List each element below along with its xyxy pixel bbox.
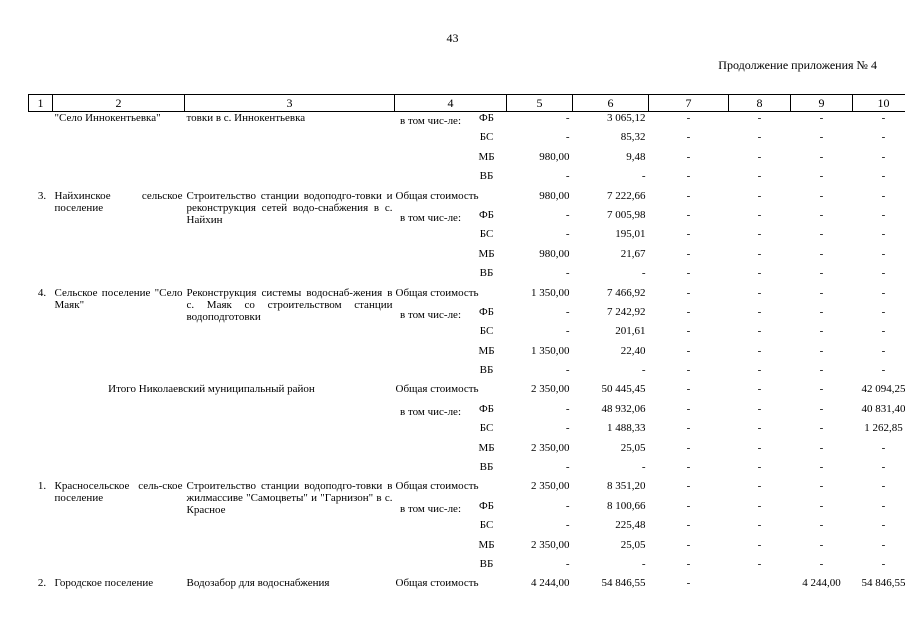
value-cell: - (757, 189, 762, 202)
value-cell: - (641, 170, 646, 183)
value-cell: - (881, 131, 886, 144)
value-cell: - (757, 422, 762, 435)
value-cell: - (757, 402, 762, 415)
value-cell: - (819, 305, 824, 318)
value-cell: - (565, 519, 570, 532)
appendix-continuation-label: Продолжение приложения № 4 (718, 58, 877, 72)
page-number: 43 (446, 31, 459, 45)
value-cell: - (881, 538, 886, 551)
value-cell: - (881, 228, 886, 241)
row-number: 1. (37, 480, 47, 493)
header-cell: 5 (507, 95, 573, 112)
value-cell: - (819, 325, 824, 338)
funding-source-label: ВБ (479, 170, 494, 183)
value-cell: - (757, 170, 762, 183)
value-cell: 54 846,55 (861, 577, 905, 590)
value-cell: - (565, 325, 570, 338)
funding-source-label: ВБ (479, 267, 494, 280)
value-cell: - (819, 286, 824, 299)
row-number: 2. (37, 577, 47, 590)
value-cell: - (819, 189, 824, 202)
value-cell: - (686, 131, 691, 144)
funding-source-label: МБ (478, 538, 495, 551)
value-cell: - (686, 228, 691, 241)
value-cell: - (565, 267, 570, 280)
value-cell: - (686, 150, 691, 163)
value-cell: - (686, 189, 691, 202)
value-cell: - (641, 364, 646, 377)
value-cell: 1 488,33 (607, 422, 646, 435)
funding-source-label: БС (479, 422, 494, 435)
value-cell: 25,05 (620, 538, 646, 551)
funding-source-label: ВБ (479, 557, 494, 570)
value-cell: 22,40 (620, 344, 646, 357)
value-cell: - (686, 480, 691, 493)
value-cell: - (881, 208, 886, 221)
value-cell: 85,32 (620, 131, 646, 144)
value-cell: - (757, 344, 762, 357)
value-cell: - (819, 112, 824, 124)
value-cell: - (686, 208, 691, 221)
value-cell: - (686, 422, 691, 435)
total-cost-label: Общая стоимость (395, 383, 479, 396)
header-cell: 1 (29, 95, 53, 112)
project-description: товки в с. Иннокентьевка (186, 112, 306, 124)
value-cell: - (686, 383, 691, 396)
header-row (29, 95, 905, 112)
value-cell: - (819, 170, 824, 183)
value-cell: - (819, 131, 824, 144)
value-cell: - (686, 112, 691, 124)
value-cell: - (819, 461, 824, 474)
value-cell: 1 262,85 (864, 422, 903, 435)
value-cell: - (686, 577, 691, 590)
value-cell: - (565, 112, 570, 124)
value-cell: 1 350,00 (531, 286, 570, 299)
value-cell: - (686, 441, 691, 454)
table-row (29, 383, 905, 402)
value-cell: - (757, 383, 762, 396)
funding-source-label: МБ (478, 150, 495, 163)
value-cell: - (757, 519, 762, 532)
funding-source-label: ВБ (479, 364, 494, 377)
funding-source-label: ФБ (478, 112, 494, 124)
value-cell: - (565, 557, 570, 570)
header-cell: 2 (53, 95, 185, 112)
value-cell: - (686, 247, 691, 260)
value-cell: 54 846,55 (601, 577, 646, 590)
funding-source-label: ФБ (478, 305, 494, 318)
value-cell: 2 350,00 (531, 480, 570, 493)
value-cell: - (565, 131, 570, 144)
funding-source-label: БС (479, 325, 494, 338)
value-cell: - (686, 364, 691, 377)
value-cell: - (819, 344, 824, 357)
project-description: Строительство станции водоподго-товки в жилмассиве "Самоцветы" и "Гарнизон" в с. Красное (186, 480, 393, 517)
value-cell: - (881, 150, 886, 163)
value-cell: - (757, 247, 762, 260)
value-cell: - (757, 228, 762, 241)
value-cell: - (881, 557, 886, 570)
value-cell: - (757, 364, 762, 377)
value-cell: - (757, 305, 762, 318)
value-cell: 21,67 (620, 247, 646, 260)
including-label: в том чис-ле: (400, 308, 461, 321)
total-cost-label: Общая стоимость (395, 189, 479, 202)
value-cell: - (819, 208, 824, 221)
municipality-name: Сельское поселение "Село Маяк" (54, 286, 183, 311)
value-cell: 1 350,00 (531, 344, 570, 357)
value-cell: - (757, 150, 762, 163)
row-number: 4. (37, 286, 47, 299)
header-cell: 3 (185, 95, 395, 112)
total-cost-label: Общая стоимость (395, 286, 479, 299)
value-cell: 8 100,66 (607, 499, 646, 512)
table-row (29, 577, 905, 596)
value-cell: 8 351,20 (607, 480, 646, 493)
value-cell: - (819, 267, 824, 280)
value-cell: 7 005,98 (607, 208, 646, 221)
value-cell: - (757, 267, 762, 280)
value-cell: - (565, 402, 570, 415)
funding-source-label: ФБ (478, 499, 494, 512)
value-cell: - (881, 170, 886, 183)
value-cell: - (881, 499, 886, 512)
header-cell: 4 (395, 95, 507, 112)
header-cell: 8 (729, 95, 791, 112)
value-cell: 4 244,00 (531, 577, 570, 590)
value-cell: - (757, 131, 762, 144)
value-cell: - (565, 461, 570, 474)
value-cell: - (565, 422, 570, 435)
value-cell: - (757, 499, 762, 512)
value-cell: - (881, 112, 886, 124)
value-cell: - (565, 170, 570, 183)
value-cell: - (881, 441, 886, 454)
value-cell: - (686, 286, 691, 299)
value-cell: 25,05 (620, 441, 646, 454)
project-description: Строительство станции водоподго-товки и реконструкция сетей водо-снабжения в с. Найхин (186, 189, 393, 226)
value-cell: - (881, 344, 886, 357)
value-cell: - (641, 461, 646, 474)
value-cell: 2 350,00 (531, 383, 570, 396)
value-cell: 7 222,66 (607, 189, 646, 202)
row-number: 3. (37, 189, 47, 202)
value-cell: - (686, 557, 691, 570)
value-cell: - (757, 538, 762, 551)
value-cell: - (881, 305, 886, 318)
value-cell: - (757, 441, 762, 454)
district-total-label: Итого Николаевский муниципальный район (108, 383, 315, 396)
value-cell: - (881, 267, 886, 280)
value-cell: 40 831,40 (861, 402, 905, 415)
value-cell: 7 466,92 (607, 286, 646, 299)
value-cell: - (819, 441, 824, 454)
value-cell: - (757, 208, 762, 221)
table-row (29, 287, 905, 306)
value-cell: - (819, 150, 824, 163)
value-cell: - (819, 480, 824, 493)
municipality-name: Городское поселение (54, 577, 154, 590)
value-cell: - (565, 499, 570, 512)
value-cell: - (819, 228, 824, 241)
value-cell: - (686, 519, 691, 532)
value-cell: - (641, 267, 646, 280)
funding-source-label: БС (479, 519, 494, 532)
budget-table (28, 94, 905, 597)
project-description: Реконструкция системы водоснаб-жения в с. Маяк со строительством станции водоподготовки (186, 286, 393, 323)
value-cell: - (819, 557, 824, 570)
value-cell: - (686, 344, 691, 357)
value-cell: - (757, 480, 762, 493)
value-cell: - (686, 267, 691, 280)
value-cell: - (819, 519, 824, 532)
funding-source-label: МБ (478, 344, 495, 357)
value-cell: - (686, 305, 691, 318)
value-cell: - (565, 305, 570, 318)
value-cell: 3 065,12 (607, 112, 646, 124)
value-cell: - (881, 325, 886, 338)
header-cell: 6 (573, 95, 649, 112)
value-cell: - (686, 402, 691, 415)
value-cell: - (819, 538, 824, 551)
value-cell: 225,48 (615, 519, 646, 532)
header-cell: 7 (649, 95, 729, 112)
value-cell: 195,01 (615, 228, 646, 241)
row-number (29, 112, 53, 190)
value-cell: - (819, 422, 824, 435)
funding-source-label: ФБ (478, 402, 494, 415)
value-cell: - (686, 499, 691, 512)
municipality-name: Красносельское сель-ское поселение (54, 480, 183, 505)
value-cell: 48 932,06 (601, 402, 646, 415)
project-description: Водозабор для водоснабжения (186, 577, 330, 590)
value-cell: - (881, 461, 886, 474)
value-cell: 980,00 (539, 189, 570, 202)
funding-source-label: МБ (478, 247, 495, 260)
including-label: в том чис-ле: (400, 211, 461, 224)
value-cell: - (686, 170, 691, 183)
value-cell: - (686, 538, 691, 551)
table-row (29, 480, 905, 499)
value-cell: 9,48 (626, 150, 646, 163)
value-cell: - (757, 286, 762, 299)
value-cell: - (757, 112, 762, 124)
value-cell: 50 445,45 (601, 383, 646, 396)
funding-source-label: БС (479, 131, 494, 144)
table-row (29, 190, 905, 209)
funding-source-label: ВБ (479, 461, 494, 474)
funding-source-label: БС (479, 228, 494, 241)
table-row (29, 112, 905, 132)
value-cell (729, 577, 791, 596)
value-cell: - (565, 228, 570, 241)
value-cell: - (819, 247, 824, 260)
value-cell: - (819, 402, 824, 415)
value-cell: - (881, 480, 886, 493)
total-cost-label: Общая стоимость (395, 480, 479, 493)
total-cost-label: Общая стоимость (395, 577, 479, 590)
value-cell: 980,00 (539, 247, 570, 260)
value-cell: - (686, 461, 691, 474)
value-cell: - (757, 461, 762, 474)
value-cell: - (819, 364, 824, 377)
funding-source-label: ФБ (478, 208, 494, 221)
value-cell: 2 350,00 (531, 538, 570, 551)
value-cell: - (881, 286, 886, 299)
including-label: в том чис-ле: (400, 502, 461, 515)
value-cell: - (757, 557, 762, 570)
value-cell: - (881, 247, 886, 260)
value-cell: - (819, 383, 824, 396)
value-cell: 7 242,92 (607, 305, 646, 318)
including-label: в том чис-ле: (400, 405, 461, 418)
municipality-name: "Село Иннокентьевка" (54, 112, 161, 124)
value-cell: - (565, 364, 570, 377)
value-cell: - (881, 189, 886, 202)
value-cell: 201,61 (615, 325, 646, 338)
including-label: в том чис-ле: (400, 115, 461, 127)
value-cell: - (881, 364, 886, 377)
value-cell: 980,00 (539, 150, 570, 163)
value-cell: 2 350,00 (531, 441, 570, 454)
value-cell: - (819, 499, 824, 512)
funding-source-label: МБ (478, 441, 495, 454)
header-cell: 9 (791, 95, 853, 112)
value-cell: 42 094,25 (861, 383, 905, 396)
value-cell: - (881, 519, 886, 532)
value-cell: - (757, 325, 762, 338)
value-cell: - (641, 557, 646, 570)
header-cell: 10 (853, 95, 905, 112)
municipality-name: Найхинское сельское поселение (54, 189, 183, 214)
value-cell: 4 244,00 (802, 577, 841, 590)
value-cell: - (565, 208, 570, 221)
value-cell: - (686, 325, 691, 338)
